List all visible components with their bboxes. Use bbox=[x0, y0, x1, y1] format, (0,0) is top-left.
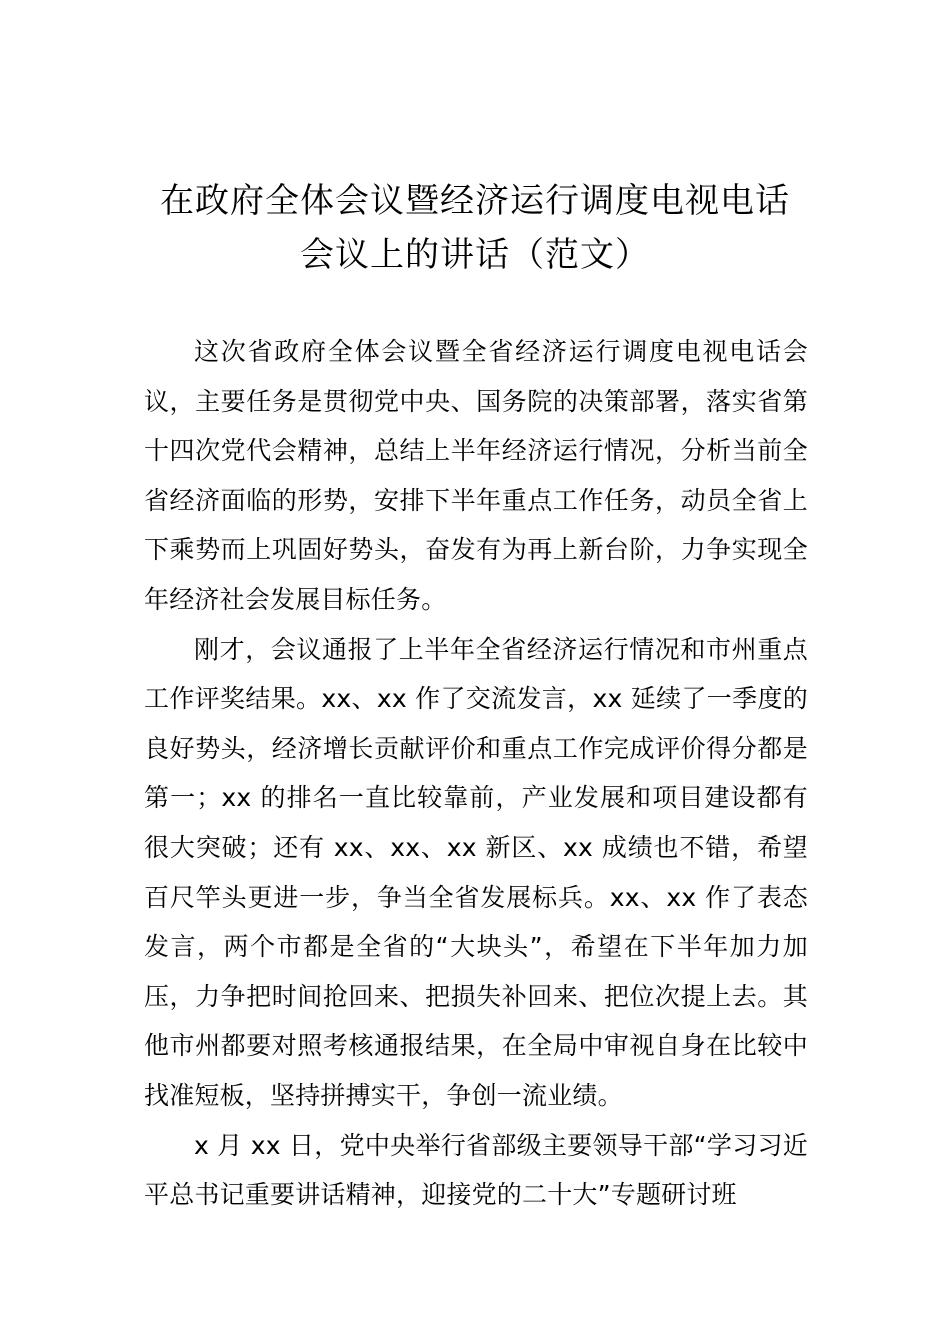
document-title bbox=[120, 174, 830, 282]
paragraph-1: 这次省政府全体会议暨全省经济运行调度电视电话会议，主要任务是贯彻党中央、国务院的决策部署，落实省第十四次党代会精神，总结上半年经济运行情况，分析当前全省经济面临的形势，安排下半年重点工作任务，动员全省上下乘势而上巩固好势头，奋发有为再上新台阶，力争实现全年经济社会发展目标任务。 bbox=[144, 337, 808, 614]
title-line-2: 会议上的讲话（范文） bbox=[300, 235, 650, 275]
document-body bbox=[144, 327, 808, 1220]
paragraph-2: 刚才，会议通报了上半年全省经济运行情况和市州重点工作评奖结果。xx、xx 作了交流发言，xx 延续了一季度的良好势头，经济增长贡献评价和重点工作完成评价得分都是第一；xx 的排名一直比较靠前，产业发展和项目建设都有很大突破；还有 xx、xx、xx 新区、xx 成绩也不错，希望百尺竿头更进一步，争当全省发展标兵。xx、xx 作了表态发言，两个市都是全省的“大块头”，希望在下半年加力加压，力争把时间抢回来、把损失补回来、把位次提上去。其他市州都要对照考核通报结果，在全局中审视自身在比较中找准短板，坚持拼搏实干，争创一流业绩。 bbox=[144, 634, 808, 1110]
title-line-1: 在政府全体会议暨经济运行调度电视电话 bbox=[160, 181, 790, 221]
paragraph-3: x 月 xx 日，党中央举行省部级主要领导干部“学习习近平总书记重要讲话精神，迎接党的二十大”专题研讨班 bbox=[144, 1130, 808, 1210]
